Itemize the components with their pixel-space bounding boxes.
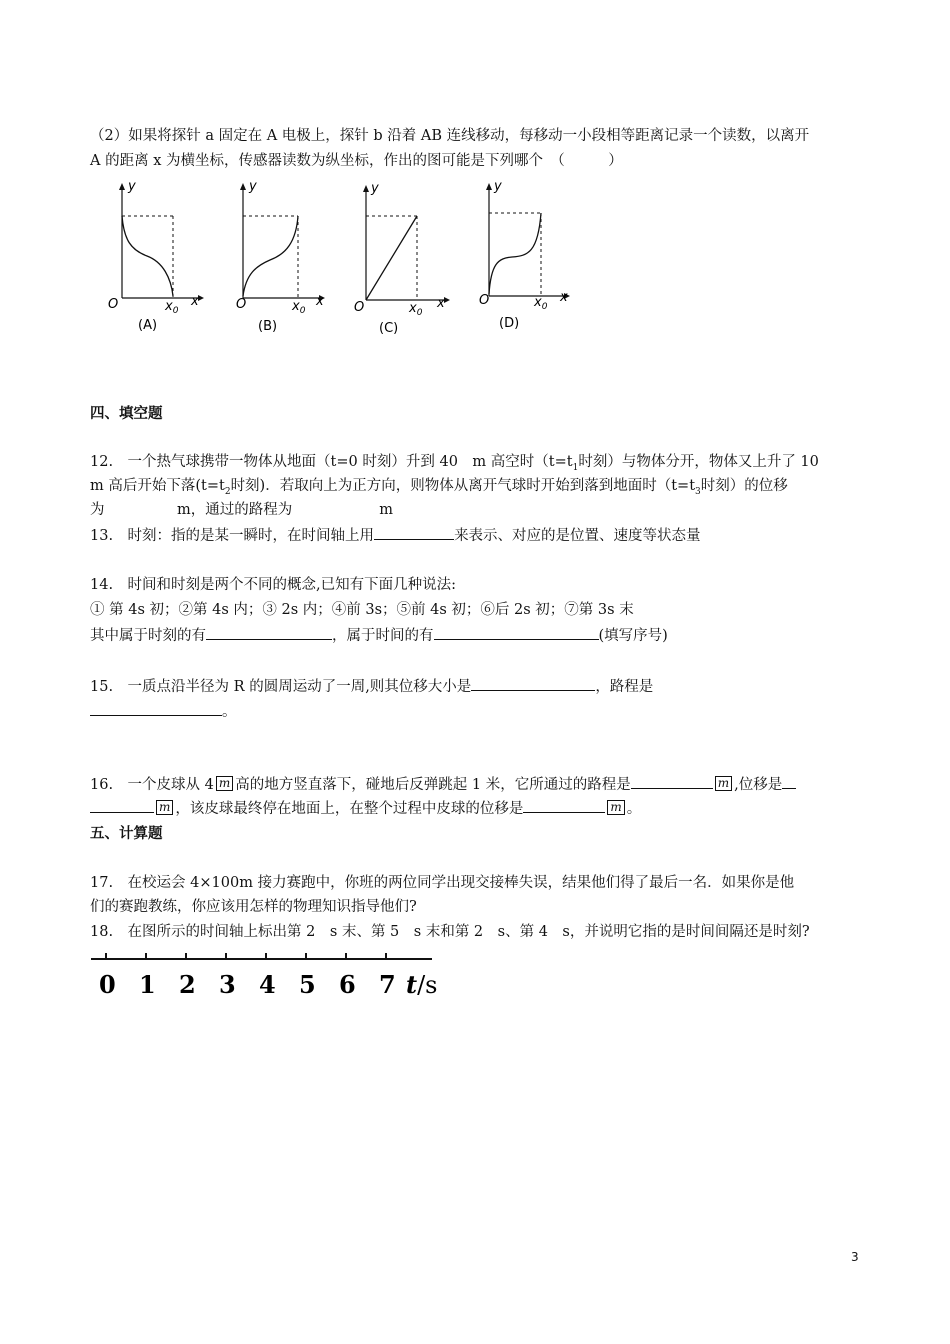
- graph-b-origin: O: [236, 297, 247, 312]
- graph-c-y-label: y: [371, 181, 379, 196]
- q16-line2: m ，该皮球最终停在地面上，在整个过程中皮球的位移是 m 。: [90, 796, 865, 821]
- graph-b-y-label: y: [249, 179, 257, 194]
- q11-part2-line2: A 的距离 x 为横坐标，传感器读数为纵坐标，作出的图可能是下列哪个 （ ）: [90, 153, 623, 169]
- graph-a-x-label: x: [191, 294, 199, 309]
- q15-line2: 。: [90, 699, 865, 724]
- q14-line2: ① 第 4s 初；②第 4s 内；③ 2s 内；④前 3s；⑤前 4s 初；⑥后 2s 初；⑦第 3s 末: [90, 602, 634, 618]
- q16-blank-displacement[interactable]: [90, 796, 154, 813]
- graph-a-y-label: y: [128, 179, 136, 194]
- tick-label-0: 0: [99, 970, 116, 999]
- tick-label-6: 6: [339, 970, 356, 999]
- section-4-title: 四、填空题: [90, 406, 163, 422]
- graph-c-origin: O: [354, 300, 365, 315]
- graph-c: [349, 178, 469, 338]
- q13-blank[interactable]: [374, 523, 454, 540]
- tick-label-4: 4: [259, 970, 276, 999]
- q12-line2: m 高后开始下落($t=t_2$时刻)．若取向上为正方向，则物体从离开气球时开始到落到地面时（$t=t_3$时刻）的位移: [90, 478, 788, 497]
- unit-m-box: m: [156, 800, 173, 815]
- tick-label-1: 1: [139, 970, 156, 999]
- graph-d-origin: O: [479, 293, 490, 308]
- q14-line1: 14. 时间和时刻是两个不同的概念,已知有下面几种说法:: [90, 577, 457, 593]
- graph-b-caption: (B): [258, 319, 278, 334]
- time-axis: [88, 950, 448, 1000]
- q16-blank-final-displacement[interactable]: [523, 796, 605, 813]
- graph-a: [103, 178, 223, 338]
- graph-b-x0-label: $x_0$: [292, 299, 306, 316]
- time-unit-label: t/s: [406, 970, 438, 999]
- tick-label-5: 5: [299, 970, 316, 999]
- q11-part2-line1: （2）如果将探针 a 固定在 A 电极上，探针 b 沿着 AB 连线移动，每移动一小段相等距离记录一个读数，以离开: [90, 128, 810, 144]
- unit-m-box: m: [607, 800, 624, 815]
- q14-line3: 其中属于时刻的有 ，属于时间的有 (填写序号): [90, 623, 865, 648]
- graph-b-x-label: x: [316, 294, 324, 309]
- graph-a-x0-label: $x_0$: [165, 299, 179, 316]
- q15-line1: 15. 一质点沿半径为 R 的圆周运动了一周,则其位移大小是 ，路程是: [90, 674, 865, 699]
- unit-m-box: m: [216, 776, 233, 791]
- q17-line1: 17. 在校运会 4×100m 接力赛跑中，你班的两位同学出现交接棒失误，结果他们得了最后一名．如果你是他: [90, 875, 795, 891]
- graph-a-caption: (A): [138, 318, 158, 333]
- graph-c-x0-label: $x_0$: [409, 301, 423, 318]
- page-number: 3: [851, 1250, 859, 1264]
- q17-line2: 们的赛跑教练，你应该用怎样的物理知识指导他们?: [90, 899, 417, 915]
- tick-label-3: 3: [219, 970, 236, 999]
- tick-label-2: 2: [179, 970, 196, 999]
- section-5-title: 五、计算题: [90, 826, 163, 842]
- q18-line1: 18. 在图所示的时间轴上标出第 2 s 末、第 5 s 末和第 2 s、第 4 s，并说明它指的是时间间隔还是时刻?: [90, 924, 810, 940]
- graph-d-y-label: y: [494, 179, 502, 194]
- q16-blank-displacement-start[interactable]: [782, 772, 796, 789]
- graph-d-x-label: x: [560, 290, 568, 305]
- graph-c-x-label: x: [437, 296, 445, 311]
- q13: 13. 时刻：指的是某一瞬时，在时间轴上用 来表示、对应的是位置、速度等状态量: [90, 523, 865, 548]
- q16-blank-distance[interactable]: [631, 772, 713, 789]
- graph-d: [472, 178, 592, 338]
- q15-blank-distance[interactable]: [90, 699, 222, 716]
- q12-line3: 为 m，通过的路程为 m: [90, 502, 393, 518]
- q16-line1: 16. 一个皮球从 4 m 高的地方竖直落下，碰地后反弹跳起 1 米，它所通过的路程是 m ,位移是: [90, 772, 865, 797]
- q12-line1: 12. 一个热气球携带一物体从地面（t=0 时刻）升到 40 m 高空时（$t=t_1$时刻）与物体分开，物体又上升了 10: [90, 454, 819, 473]
- graph-a-origin: O: [108, 297, 119, 312]
- q14-blank-moment[interactable]: [206, 623, 332, 640]
- graph-b: [224, 178, 344, 338]
- graph-c-caption: (C): [379, 321, 399, 336]
- graph-d-x0-label: $x_0$: [534, 295, 548, 312]
- q14-blank-interval[interactable]: [434, 623, 599, 640]
- graph-d-caption: (D): [499, 316, 520, 331]
- tick-label-7: 7: [379, 970, 396, 999]
- q15-blank-displacement[interactable]: [471, 674, 595, 691]
- unit-m-box: m: [715, 776, 732, 791]
